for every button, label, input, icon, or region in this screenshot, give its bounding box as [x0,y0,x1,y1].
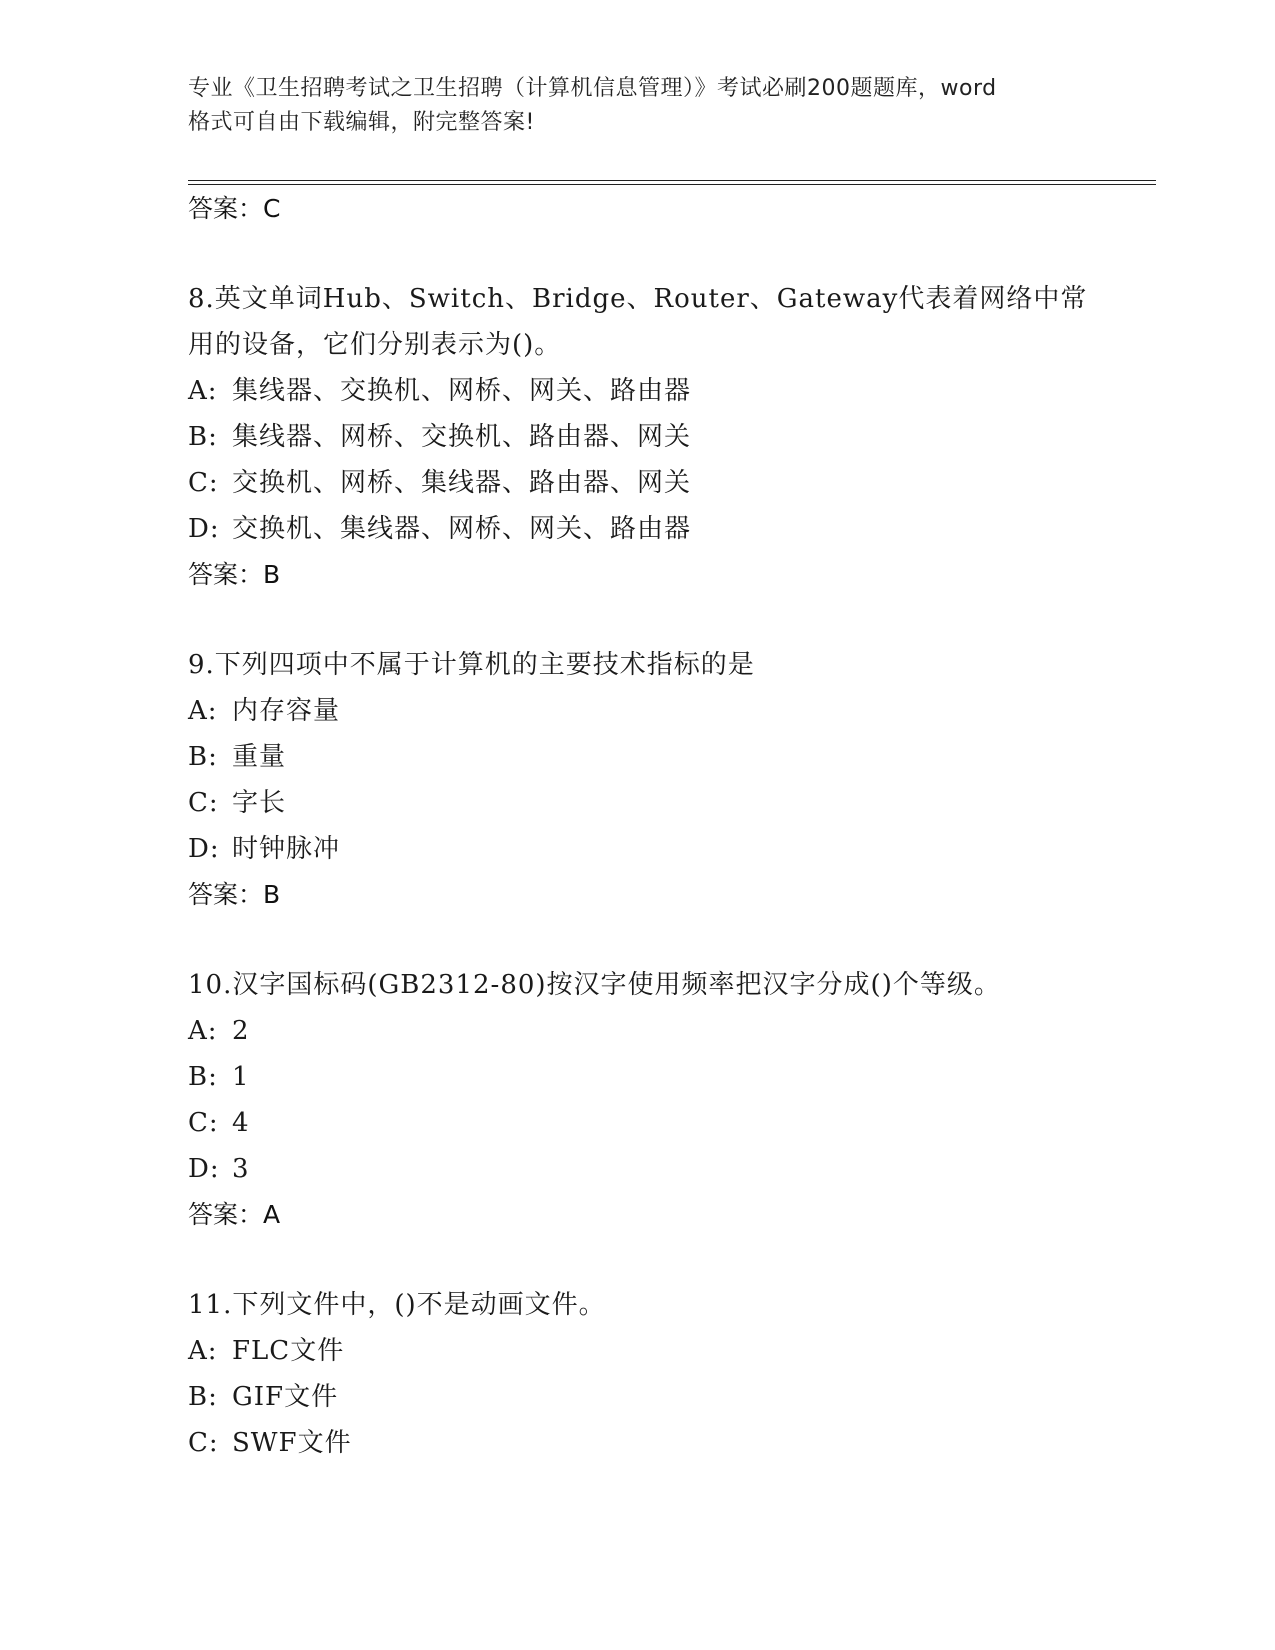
header-double-rule [188,180,1156,185]
document-body [188,186,1156,1466]
option-a [188,368,1156,414]
option-letter: D: [188,834,220,864]
option-letter: C: [188,1428,219,1458]
option-a [188,688,1156,734]
option-text: 重量 [232,742,287,772]
option-text: 1 [232,1062,250,1092]
option-text: 集线器、交换机、网桥、网关、路由器 [232,376,692,406]
option-c [188,460,1156,506]
option-text: FLC文件 [232,1336,345,1366]
option-letter: A: [188,1016,218,1046]
question-text: 9.下列四项中不属于计算机的主要技术指标的是 [188,650,755,680]
option-letter: C: [188,788,219,818]
option-letter: B: [188,422,218,452]
option-text: 时钟脉冲 [232,834,341,864]
option-text: GIF文件 [232,1382,339,1412]
option-b [188,1054,1156,1100]
option-letter: A: [188,1336,218,1366]
document-header [188,72,1088,140]
question-text: 11.下列文件中，()不是动画文件。 [188,1290,606,1320]
answer-line: 答案：A [188,1200,281,1229]
option-text: 内存容量 [232,696,341,726]
option-b [188,414,1156,460]
question-text-continued: 用的设备，它们分别表示为()。 [188,330,562,360]
option-letter: B: [188,1382,218,1412]
option-letter: A: [188,696,218,726]
option-text: 字长 [232,788,287,818]
option-letter: C: [188,468,219,498]
option-a [188,1328,1156,1374]
question-8 [188,276,1156,598]
option-b [188,734,1156,780]
header-line-2: 格式可自由下载编辑，附完整答案! [188,110,535,135]
option-c [188,780,1156,826]
option-letter: D: [188,514,220,544]
option-d [188,506,1156,552]
answer-line: 答案：C [188,194,281,223]
question-9 [188,642,1156,918]
option-c [188,1100,1156,1146]
option-letter: B: [188,1062,218,1092]
option-letter: C: [188,1108,219,1138]
question-text: 10.汉字国标码(GB2312-80)按汉字使用频率把汉字分成()个等级。 [188,970,1001,1000]
question-text: 8.英文单词Hub、Switch、Bridge、Router、Gateway代表着网络中常 [188,284,1088,314]
option-text: 交换机、网桥、集线器、路由器、网关 [232,468,692,498]
header-line-1: 专业《卫生招聘考试之卫生招聘（计算机信息管理）》考试必刷200题题库，word [188,76,997,101]
option-c [188,1420,1156,1466]
option-d [188,1146,1156,1192]
option-a [188,1008,1156,1054]
option-letter: A: [188,376,218,406]
option-text: 3 [232,1154,250,1184]
option-letter: D: [188,1154,220,1184]
option-text: 2 [232,1016,250,1046]
answer-line: 答案：B [188,560,281,589]
question-10 [188,962,1156,1238]
option-text: 4 [232,1108,250,1138]
option-text: 交换机、集线器、网桥、网关、路由器 [232,514,692,544]
answer-line: 答案：B [188,880,281,909]
option-text: SWF文件 [232,1428,352,1458]
option-b [188,1374,1156,1420]
option-d [188,826,1156,872]
option-text: 集线器、网桥、交换机、路由器、网关 [232,422,692,452]
option-letter: B: [188,742,218,772]
question-11 [188,1282,1156,1466]
